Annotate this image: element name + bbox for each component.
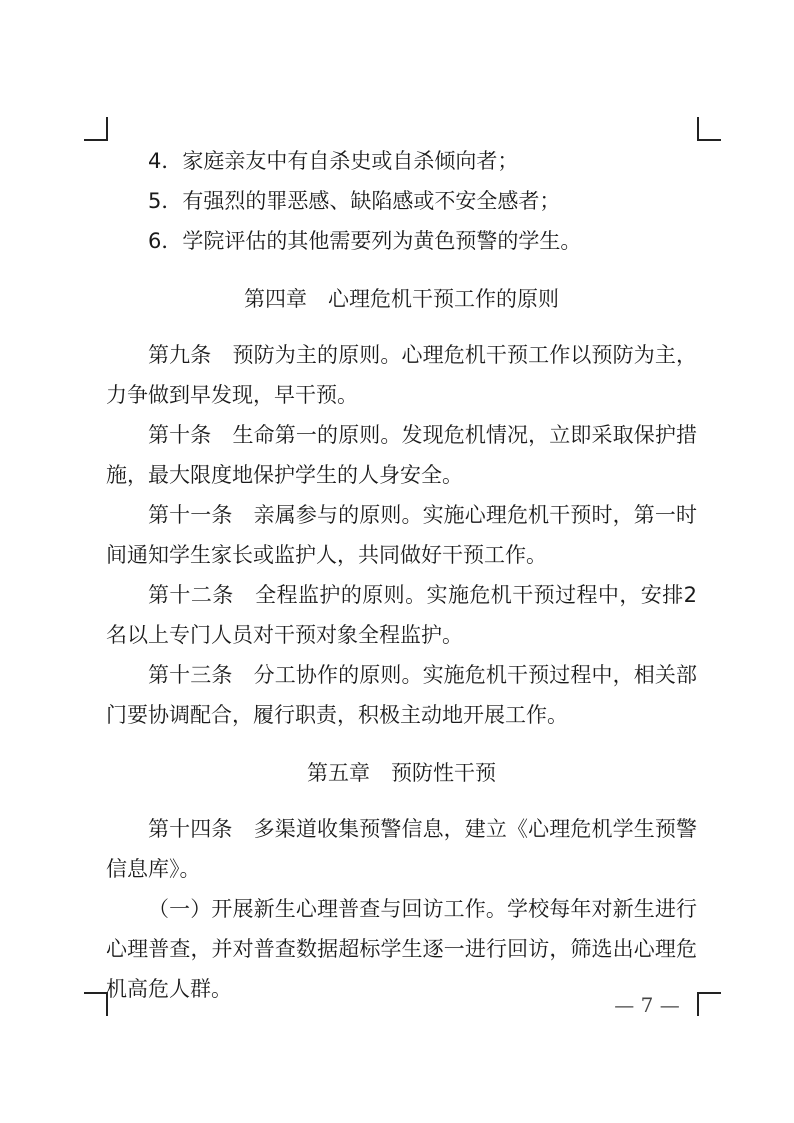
list-item-4: 4．家庭亲友中有自杀史或自杀倾向者；: [148, 149, 519, 173]
article-11-text: 亲属参与的原则。实施心理危机干预时，第一时间通知学生家长或监护人，共同做好干预工作。: [106, 503, 698, 567]
article-13: [106, 655, 697, 735]
article-10: [106, 415, 697, 495]
crop-mark-top-right: [697, 117, 721, 141]
article-10-number: 第十条: [148, 423, 212, 447]
chapter-4-heading: [106, 279, 697, 319]
paragraph-one: （一）开展新生心理普查与回访工作。学校每年对新生进行心理普查，并对普查数据超标学生逐一进行回访，筛选出心理危机高危人群。: [106, 897, 697, 1001]
article-11-number: 第十一条: [148, 503, 233, 527]
crop-mark-bottom-right: [697, 992, 721, 1016]
page-number: — 7 —: [614, 993, 680, 1017]
article-14-number: 第十四条: [148, 817, 233, 841]
chapter-4-title: 心理危机干预工作的原则: [328, 287, 559, 311]
article-11: [106, 495, 697, 575]
chapter-5-heading: [106, 753, 697, 793]
article-9: [106, 335, 697, 415]
article-12: [106, 575, 697, 655]
chapter-5-title: 预防性干预: [391, 761, 496, 785]
article-14-text: 多渠道收集预警信息，建立《心理危机学生预警信息库》。: [106, 817, 698, 881]
crop-mark-bottom-left: [84, 992, 108, 1016]
article-12-number: 第十二条: [148, 583, 234, 607]
article-14: [106, 809, 697, 889]
list-item-6: 6．学院评估的其他需要列为黄色预警的学生。: [148, 229, 582, 253]
article-12-text: 全程监护的原则。实施危机干预过程中，安排2名以上专门人员对干预对象全程监护。: [106, 583, 698, 647]
crop-mark-top-left: [84, 117, 108, 141]
article-10-text: 生命第一的原则。发现危机情况，立即采取保护措施，最大限度地保护学生的人身安全。: [106, 423, 698, 487]
chapter-4-number: 第四章: [244, 287, 307, 311]
article-9-text: 预防为主的原则。心理危机干预工作以预防为主，力争做到早发现，早干预。: [106, 343, 698, 407]
article-9-number: 第九条: [148, 343, 212, 367]
list-item-5: 5．有强烈的罪恶感、缺陷感或不安全感者；: [148, 189, 561, 213]
body-text: [106, 141, 697, 1009]
article-13-number: 第十三条: [148, 663, 233, 687]
chapter-5-number: 第五章: [307, 761, 370, 785]
article-13-text: 分工协作的原则。实施危机干预过程中，相关部门要协调配合，履行职责，积极主动地开展工作。: [106, 663, 698, 727]
